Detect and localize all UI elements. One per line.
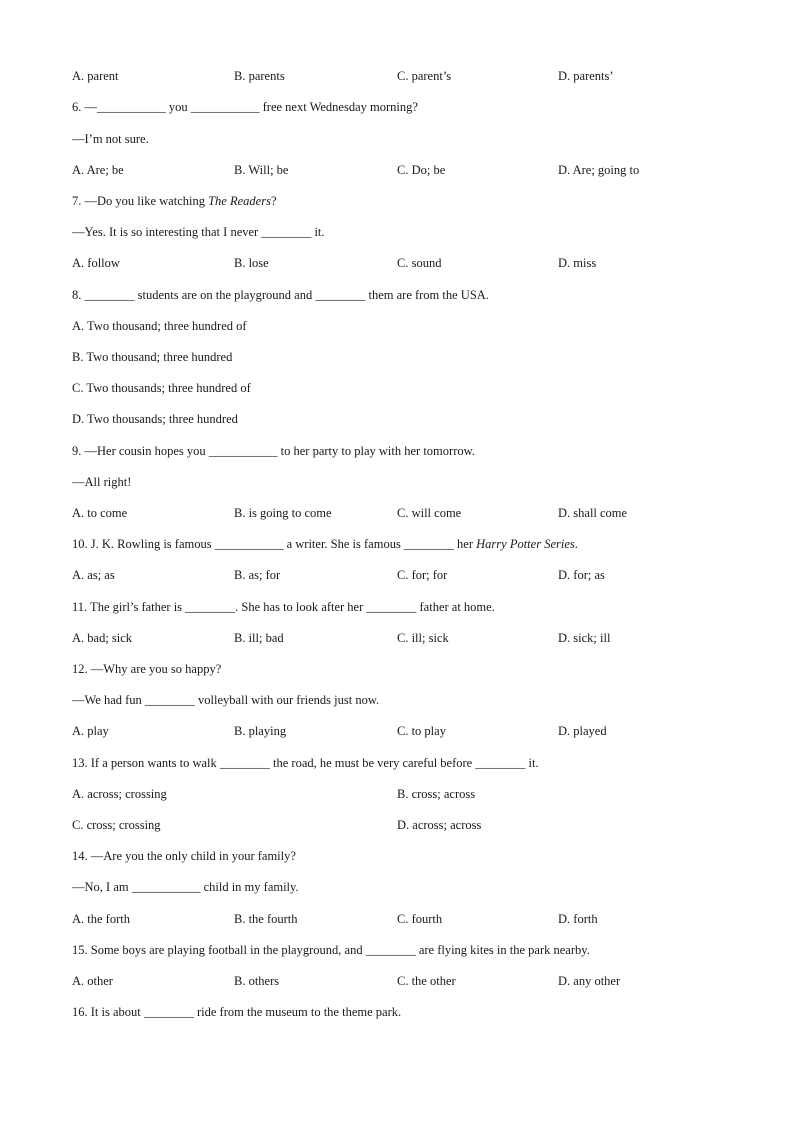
q5-option-b: B. parents	[234, 69, 285, 83]
q8-option-c: C. Two thousands; three hundred of	[72, 381, 251, 395]
q14-option-c: C. fourth	[397, 912, 443, 926]
q15-option-b: B. others	[234, 974, 280, 988]
q13-options-row-2	[72, 815, 732, 835]
q12-option-a: A. play	[72, 724, 109, 738]
q13-option-d: D. across; across	[397, 818, 482, 832]
q15-options	[72, 971, 732, 991]
q9-option-c: C. will come	[397, 506, 462, 520]
q6-option-d: D. Are; going to	[558, 163, 640, 177]
q11-options	[72, 628, 732, 648]
q5-options	[72, 66, 732, 86]
q16-question: 16. It is about ________ ride from the museum to the theme park.	[72, 1005, 402, 1019]
q10-question-title: Harry Potter Series	[476, 537, 575, 551]
q14-reply: —No, I am ___________ child in my family.	[72, 880, 299, 894]
q12-option-d: D. played	[558, 724, 607, 738]
q9-option-a: A. to come	[72, 506, 128, 520]
q6-question: 6. —___________ you ___________ free next Wednesday morning?	[72, 100, 418, 114]
q8-option-b: B. Two thousand; three hundred	[72, 350, 233, 364]
q15-option-c: C. the other	[397, 974, 456, 988]
q13-options-row-1	[72, 784, 732, 804]
q7-option-a: A. follow	[72, 256, 120, 270]
q8-option-d: D. Two thousands; three hundred	[72, 412, 238, 426]
q5-option-d: D. parents’	[558, 69, 614, 83]
q7-question-pre: 7. —Do you like watching	[72, 194, 209, 208]
q15-question: 15. Some boys are playing football in the playground, and ________ are flying kites in the park nearby.	[72, 943, 590, 957]
q7-question	[72, 191, 277, 211]
q6-option-b: B. Will; be	[234, 163, 289, 177]
q9-option-b: B. is going to come	[234, 506, 332, 520]
q10-question-post: .	[574, 537, 578, 551]
q13-option-c: C. cross; crossing	[72, 818, 161, 832]
q9-option-d: D. shall come	[558, 506, 628, 520]
q13-question: 13. If a person wants to walk ________ the road, he must be very careful before ________ it.	[72, 756, 539, 770]
q10-question-pre: 10. J. K. Rowling is famous ___________ a writer. She is famous ________ her	[72, 537, 477, 551]
q9-options	[72, 503, 732, 523]
q5-option-a: A. parent	[72, 69, 119, 83]
q14-question: 14. —Are you the only child in your family?	[72, 849, 296, 863]
q6-options	[72, 160, 732, 180]
q10-question	[72, 534, 578, 554]
q15-option-d: D. any other	[558, 974, 621, 988]
q6-option-a: A. Are; be	[72, 163, 124, 177]
q12-option-b: B. playing	[234, 724, 287, 738]
q14-options	[72, 909, 732, 929]
q13-option-a: A. across; crossing	[72, 787, 167, 801]
q7-option-b: B. lose	[234, 256, 269, 270]
q15-option-a: A. other	[72, 974, 113, 988]
q11-option-b: B. ill; bad	[234, 631, 284, 645]
q11-option-c: C. ill; sick	[397, 631, 449, 645]
q11-option-a: A. bad; sick	[72, 631, 133, 645]
q14-option-d: D. forth	[558, 912, 598, 926]
q9-reply: —All right!	[72, 475, 132, 489]
q12-option-c: C. to play	[397, 724, 446, 738]
q9-question: 9. —Her cousin hopes you ___________ to her party to play with her tomorrow.	[72, 444, 475, 458]
q7-question-title: The Readers	[208, 194, 271, 208]
q6-reply: —I’m not sure.	[72, 132, 149, 146]
q7-options	[72, 253, 732, 273]
q5-option-c: C. parent’s	[397, 69, 452, 83]
q11-option-d: D. sick; ill	[558, 631, 611, 645]
q12-options	[72, 721, 732, 741]
q7-question-post: ?	[270, 194, 277, 208]
q7-option-c: C. sound	[397, 256, 442, 270]
q6-option-c: C. Do; be	[397, 163, 446, 177]
q12-question: 12. —Why are you so happy?	[72, 662, 222, 676]
q12-reply: —We had fun ________ volleyball with our friends just now.	[72, 693, 380, 707]
q10-option-b: B. as; for	[234, 568, 281, 582]
q8-option-a: A. Two thousand; three hundred of	[72, 319, 247, 333]
q14-option-a: A. the forth	[72, 912, 130, 926]
q13-option-b: B. cross; across	[397, 787, 476, 801]
q7-option-d: D. miss	[558, 256, 597, 270]
q8-question: 8. ________ students are on the playground and ________ them are from the USA.	[72, 288, 489, 302]
q10-option-a: A. as; as	[72, 568, 115, 582]
q11-question: 11. The girl’s father is ________. She has to look after her ________ father at home.	[72, 600, 495, 614]
q10-option-c: C. for; for	[397, 568, 448, 582]
q10-option-d: D. for; as	[558, 568, 605, 582]
q10-options	[72, 565, 732, 585]
q7-reply: —Yes. It is so interesting that I never ________ it.	[72, 225, 325, 239]
q14-option-b: B. the fourth	[234, 912, 298, 926]
